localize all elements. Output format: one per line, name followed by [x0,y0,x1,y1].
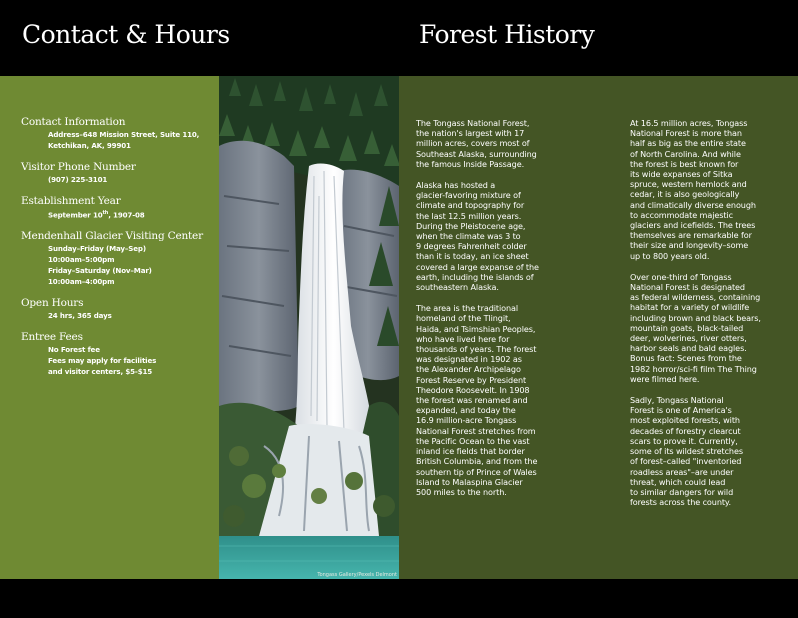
phone-heading: Visitor Phone Number [21,161,136,173]
contact-information-heading: Contact Information [21,116,126,128]
open-hours-value: 24 hrs, 365 days [48,311,112,321]
contact-hours-title: Contact & Hours [22,20,230,49]
history-column-2 [609,76,798,579]
history-paragraph: At 16.5 million acres, Tongass National Forest is more than half as big as the entire state of North Carolina. And while the forest is best known for its wide expanses of Sitka spruce, western hemlock and cedar, it is also geologically and climatically diverse enough to accommodate majestic glaciers and icefields. The trees themselves are remarkable for their size and longevity–some up to 800 years old. [630,118,756,261]
establishment-section [21,195,216,220]
hours-line: Sunday–Friday (May–Sep) [48,244,146,254]
hours-line: 10:00am–4:00pm [48,277,115,287]
establishment-date-prefix: September 10 [48,210,103,220]
history-paragraph: Alaska has hosted a glacier-favoring mixture of climate and topography for the last 12.5 million years. During the Pleistocene age, when the climate was 3 to 9 degrees Fahrenheit colder than it is today, an ice sheet covered a large expanse of the earth, including the islands of southeastern Alaska. [416,180,539,293]
history-paragraph: Sadly, Tongass National Forest is one of America's most exploited forests, with decades of forestry clearcut scars to prove it. Currently, some of its wildest stretches of forest–called "inventoried roadless areas"–are under threat, which could lead to similar dangers for wild forests across the county. [630,395,743,508]
photo-credit: Tongass Gallery/Pexels Delmont [317,572,397,578]
open-hours-section [21,297,216,321]
mendenhall-section [21,230,216,287]
contact-list [21,116,216,387]
hours-line: Friday–Saturday (Nov–Mar) [48,266,152,276]
fee-line: Fees may apply for facilities [48,356,157,366]
entree-fees-section [21,331,216,377]
history-paragraph: The area is the traditional homeland of the Tlingit, Haida, and Tsimshian Peoples, who have lived here for thousands of years. The forest was designated in 1902 as the Alexander Archipelago Forest Reserve by President Theodore Roosevelt. In 1908 the forest was renamed and expanded, and today the 16.9 million-acre Tongass National Forest stretches from the Pacific Ocean to the vast inland ice fields that border British Columbia, and from the southern tip of Prince of Wales Island to Malaspina Glacier 500 miles to the north. [416,303,538,497]
establishment-date-suffix: , 1907-08 [108,210,145,220]
waterfall-illustration [219,76,399,579]
waterfall-photo [219,76,399,579]
phone-section [21,161,216,185]
establishment-date-sup: th [102,210,109,216]
fee-line: No Forest fee [48,345,100,355]
address-line: Ketchikan, AK, 99901 [48,141,131,150]
contact-information-section [21,116,216,151]
footer-bar [0,579,798,618]
history-paragraph: Over one-third of Tongass National Forest is designated as federal wilderness, containing habitat for a variety of wildlife including brown and black bears, mountain goats, black-tailed deer, wolverines, river otters, harbor seals and bald eagles. Bonus fact: Scenes from the 1982 horror/sci-fi film The Thing were filmed here. [630,271,761,384]
hours-line: 10:00am–5:00pm [48,255,115,265]
address-line: Address–648 Mission Street, Suite 110, [48,130,200,139]
entree-fees-heading: Entree Fees [21,331,83,344]
open-hours-heading: Open Hours [21,297,84,310]
history-column-1 [399,76,609,579]
establishment-heading: Establishment Year [21,195,121,207]
fee-line: and visitor centers, $5-$15 [48,367,153,377]
establishment-date [21,208,216,220]
phone-number: (907) 225-3101 [48,175,108,184]
history-paragraph: The Tongass National Forest, the nation's largest with 17 million acres, covers most of Southeast Alaska, surrounding the famous Inside Passage. [416,118,537,169]
history-text-1 [416,118,608,508]
mendenhall-heading: Mendenhall Glacier Visiting Center [21,230,203,243]
history-text-2 [630,118,796,518]
header-bar [0,0,798,76]
contact-panel [0,76,219,579]
forest-history-title: Forest History [419,20,595,49]
